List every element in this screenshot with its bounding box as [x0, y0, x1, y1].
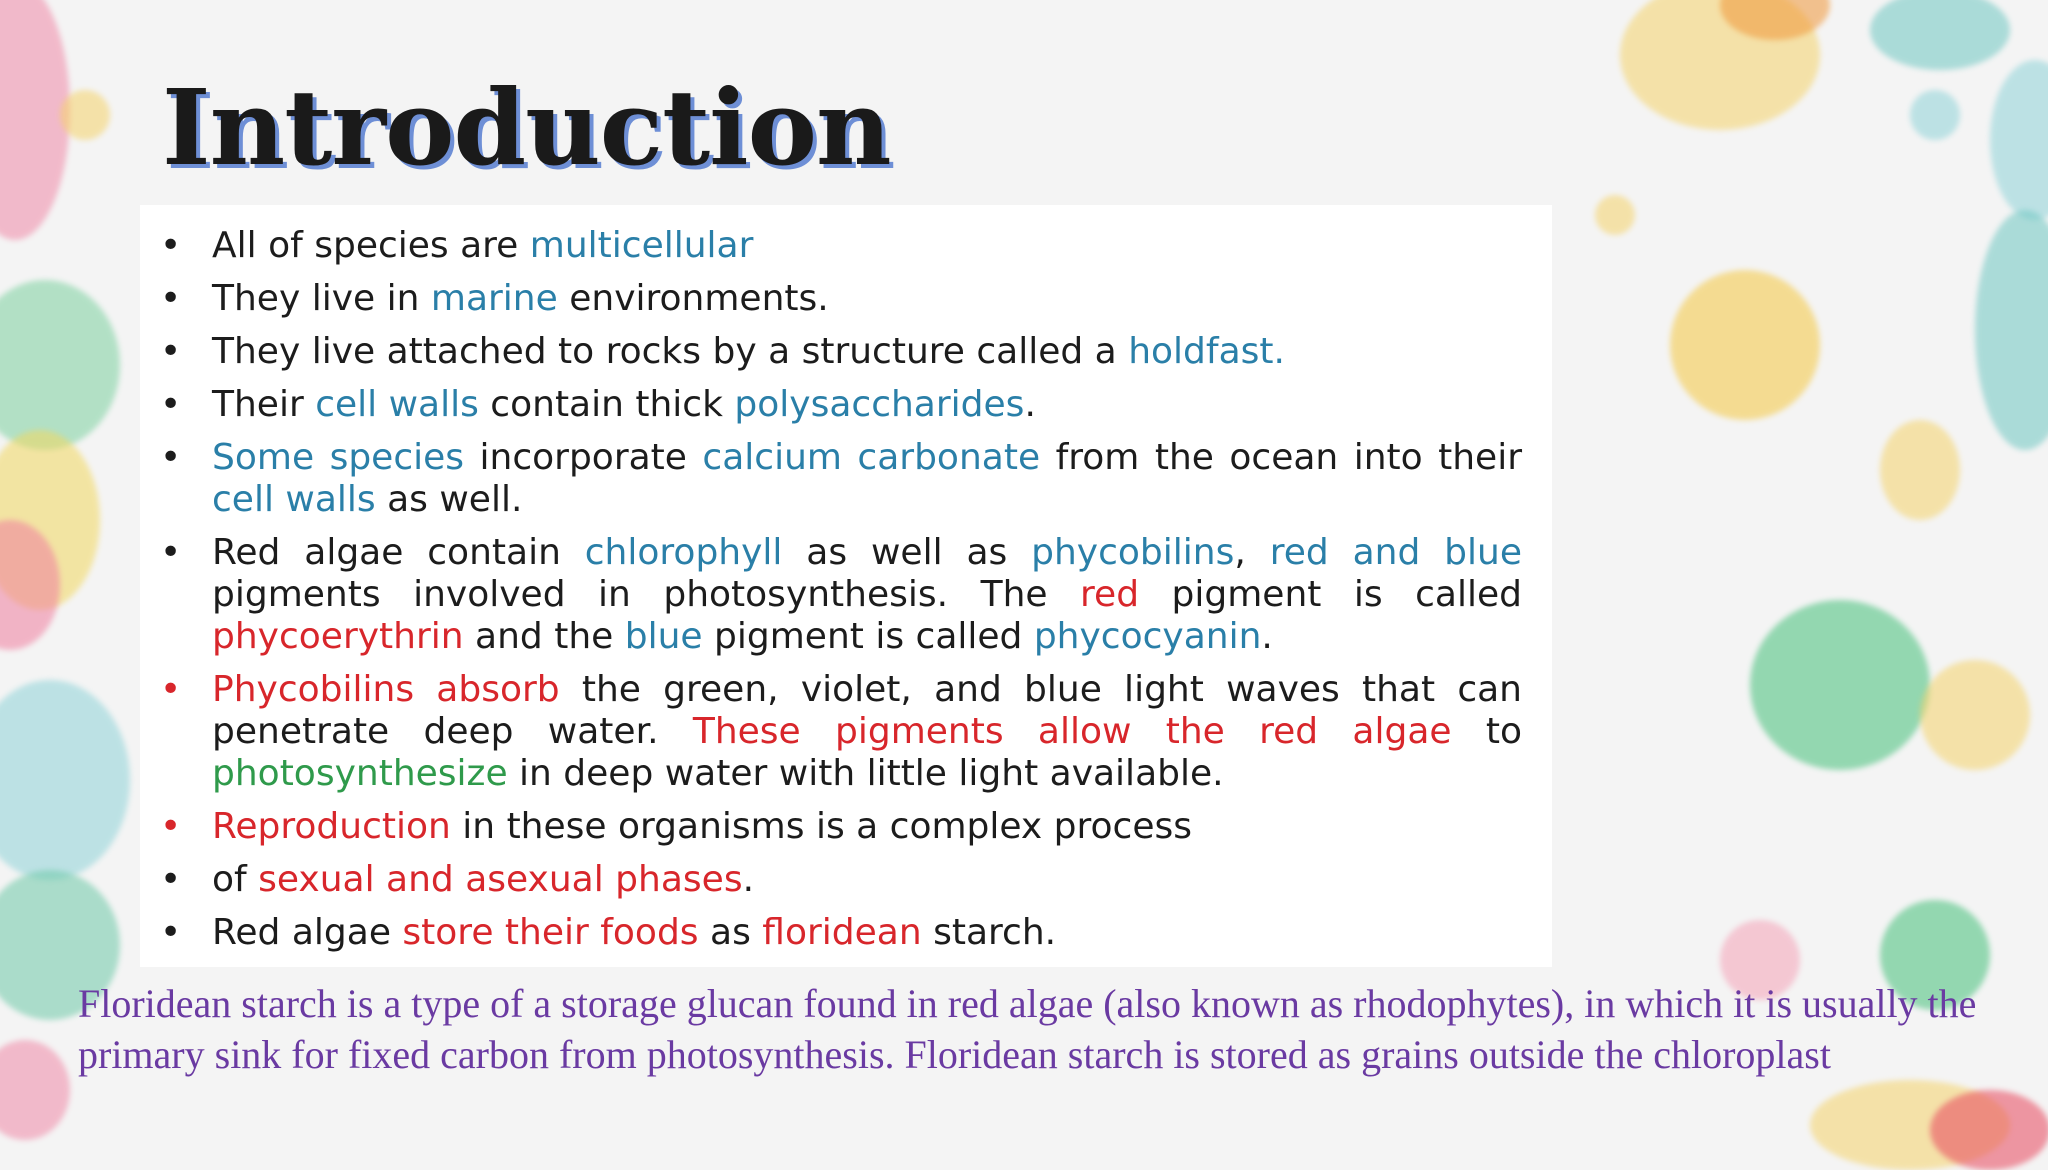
slide-title: Introduction: [162, 66, 891, 189]
bullet-item: [150, 532, 1522, 658]
bullet-dot-icon: •: [160, 437, 182, 478]
bullet-text-segment: phycoerythrin: [212, 616, 464, 657]
decorative-blob: [0, 280, 120, 450]
decorative-blob: [1920, 660, 2030, 770]
bullet-text-segment: store their foods: [402, 912, 699, 953]
bullet-text-segment: These pigments allow the red algae: [692, 711, 1452, 752]
bullet-text-segment: contain thick: [478, 384, 735, 425]
bullet-list: [150, 225, 1522, 954]
bullet-item: [150, 225, 1522, 267]
bullet-text-segment: phycocyanin: [1033, 616, 1262, 657]
bullet-text-segment: pigments involved in photosynthesis. The: [212, 574, 1081, 615]
bullet-text-segment: .: [1261, 616, 1273, 657]
bullet-text-segment: the green, violet, and blue light waves that can penetrate deep water.: [212, 669, 1522, 752]
bullet-text-segment: in deep water with little light available.: [507, 753, 1224, 794]
decorative-blob: [1975, 210, 2048, 450]
bullet-item: [150, 384, 1522, 426]
bullet-text-segment: from the ocean into their: [1040, 437, 1523, 478]
bullet-item: [150, 912, 1522, 954]
bullet-text-segment: All of species are: [212, 225, 530, 266]
bullet-text-segment: They live in: [212, 278, 431, 319]
decorative-blob: [1595, 195, 1635, 235]
bullet-text-segment: holdfast.: [1128, 331, 1285, 372]
bullet-text-segment: sexual and asexual phases: [258, 859, 743, 900]
bullet-text-segment: ,: [1234, 532, 1270, 573]
bullet-text-segment: Some species: [212, 437, 465, 478]
bullet-text-segment: environments.: [557, 278, 829, 319]
bullet-text-segment: as well.: [375, 479, 523, 520]
bullet-item: [150, 278, 1522, 320]
bullet-text-segment: as well as: [782, 532, 1032, 573]
decorative-blob: [1750, 600, 1930, 770]
bullet-text-segment: .: [742, 859, 755, 900]
bullet-dot-icon: •: [160, 278, 182, 319]
bullet-text-segment: red and blue: [1269, 532, 1522, 573]
bullet-text-segment: pigment is called: [1139, 574, 1522, 615]
bullet-dot-icon: •: [160, 859, 182, 900]
bullet-text-segment: photosynthesize: [212, 753, 508, 794]
footnote-text: Floridean starch is a type of a storage glucan found in red algae (also known as rhodophytes), in which it is usually the primary sink for fixed carbon from photosynthesis. Floridean starch is stored as grains outside the chloroplast: [78, 981, 1977, 1077]
decorative-blob: [0, 680, 130, 880]
decorative-blob: [60, 90, 110, 140]
bullet-text-segment: floridean: [762, 912, 922, 953]
bullet-dot-icon: •: [160, 225, 182, 266]
decorative-blob: [1930, 1090, 2048, 1170]
bullet-text-segment: red: [1080, 574, 1140, 615]
decorative-blob: [0, 1040, 70, 1140]
decorative-blob: [1910, 90, 1960, 140]
bullet-dot-icon: •: [160, 532, 182, 573]
bullet-text-segment: Their: [212, 384, 316, 425]
bullet-text-segment: cell walls: [212, 479, 376, 520]
bullet-panel: [140, 205, 1552, 967]
bullet-dot-icon: •: [160, 912, 182, 953]
bullet-text-segment: .: [1024, 384, 1036, 425]
bullet-text-segment: incorporate: [464, 437, 703, 478]
bullet-text-segment: cell walls: [315, 384, 479, 425]
decorative-blob: [1990, 60, 2048, 220]
bullet-text-segment: in these organisms is a complex process: [450, 806, 1192, 847]
decorative-blob: [1870, 0, 2010, 70]
bullet-text-segment: Red algae: [212, 912, 403, 953]
decorative-blob: [0, 0, 70, 240]
bullet-dot-icon: •: [160, 331, 182, 372]
bullet-item: [150, 859, 1522, 901]
bullet-text-segment: They live attached to rocks by a structure called a: [212, 331, 1129, 372]
bullet-text-segment: pigment is called: [702, 616, 1034, 657]
bullet-text-segment: blue: [624, 616, 703, 657]
decorative-blob: [1880, 420, 1960, 520]
bullet-text-segment: marine: [430, 278, 558, 319]
bullet-dot-icon: •: [160, 669, 182, 710]
bullet-dot-icon: •: [160, 384, 182, 425]
bullet-item: [150, 437, 1522, 521]
bullet-text-segment: of: [212, 859, 259, 900]
bullet-text-segment: phycobilins: [1031, 532, 1235, 573]
bullet-text-segment: to: [1451, 711, 1523, 752]
bullet-text-segment: Red algae contain: [212, 532, 585, 573]
bullet-text-segment: Phycobilins absorb: [212, 669, 560, 710]
bullet-dot-icon: •: [160, 806, 182, 847]
bullet-text-segment: polysaccharides: [734, 384, 1025, 425]
bullet-item: [150, 669, 1522, 795]
bullet-item: [150, 806, 1522, 848]
bullet-text-segment: chlorophyll: [584, 532, 783, 573]
decorative-blob: [1670, 270, 1820, 420]
bullet-text-segment: calcium carbonate: [702, 437, 1041, 478]
bullet-text-segment: Reproduction: [212, 806, 451, 847]
bullet-text-segment: as: [698, 912, 763, 953]
bullet-text-segment: multicellular: [529, 225, 754, 266]
bullet-text-segment: starch.: [921, 912, 1057, 953]
bullet-text-segment: and the: [463, 616, 625, 657]
bullet-item: [150, 331, 1522, 373]
